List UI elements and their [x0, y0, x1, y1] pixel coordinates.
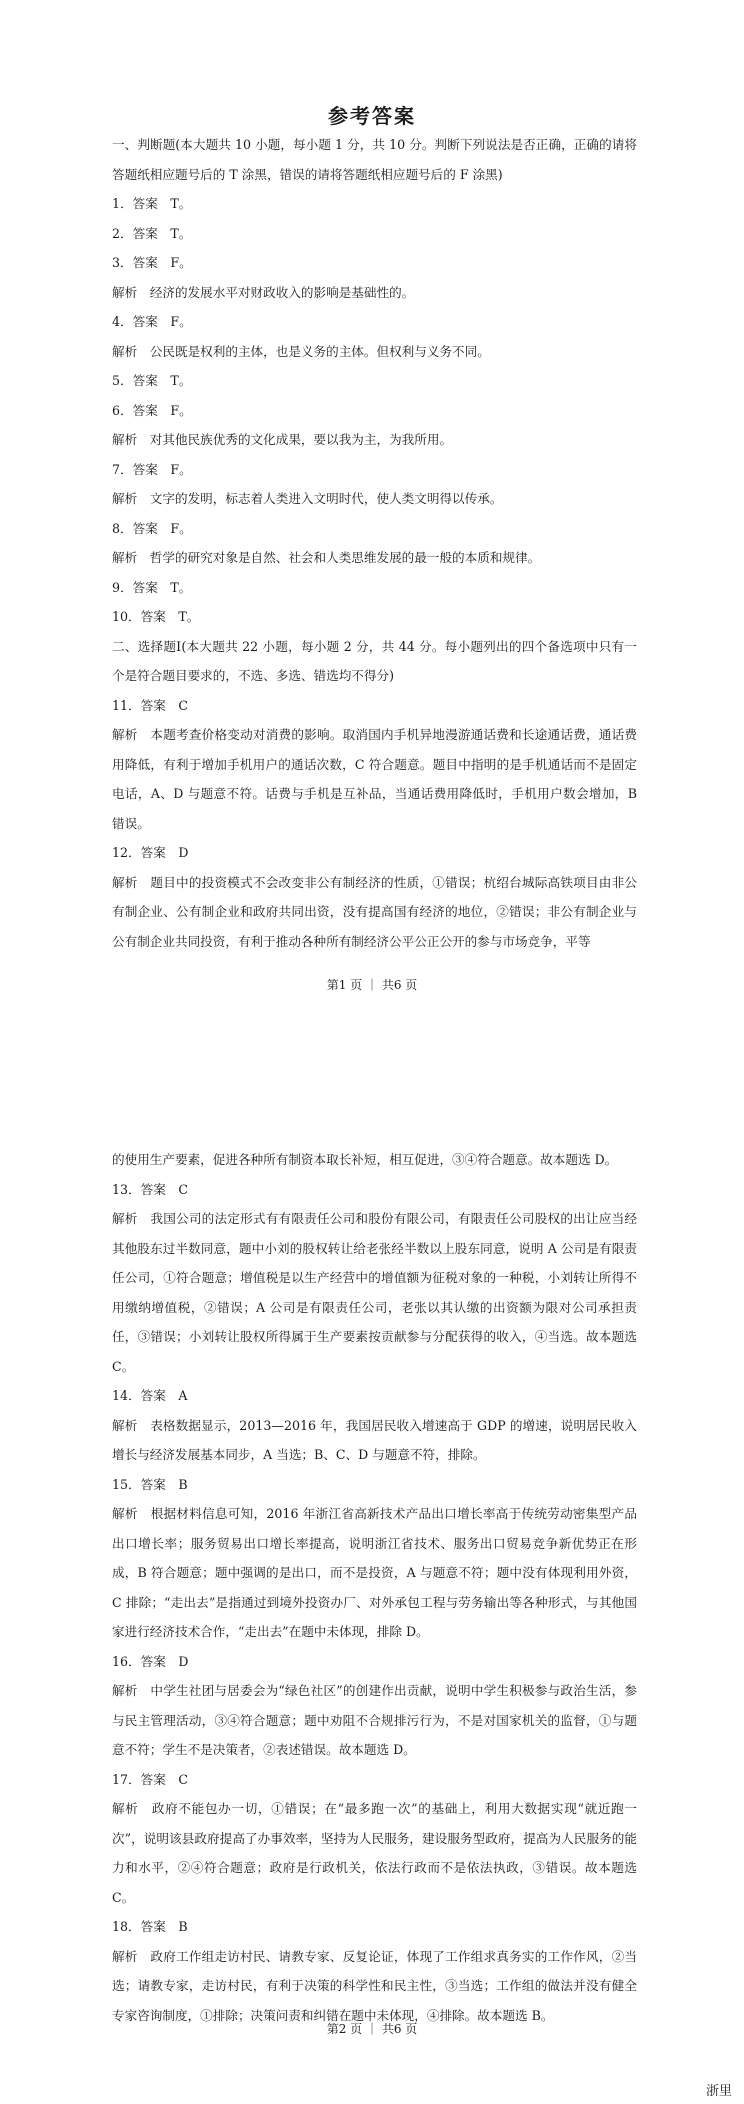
answer-line: 8．答案 F。	[112, 520, 192, 536]
answer-line: 18．答案 B	[112, 1919, 188, 1934]
answer-line: 2．答案 T。	[112, 225, 192, 241]
answer-line: 9．答案 T。	[112, 579, 192, 595]
page-title: 参考答案	[328, 104, 416, 128]
answer-line: 6．答案 F。	[112, 402, 192, 418]
answer-line: 15．答案 B	[112, 1476, 188, 1492]
explanation-line: 解析 我国公司的法定形式有有限责任公司和股份有限公司，有限责任公司股权的出让应当经其他股东过半数同意，题中小刘的股权转让给老张经半数以上股东同意，说明 A 公司是有限责任公司，①符合题意；增值税是以生产经营中的增值额为征税对象的一种税，小刘转让所得不用缴纳增值税，②错误；A 公司是有限责任公司，老张以其认缴的出资额为限对公司承担责任，③错误；小刘转让股权所得属于生产要素按贡献参与分配获得的收入，④当选。故本题选 C。	[112, 1211, 637, 1374]
answer-line: 14．答案 A	[112, 1388, 188, 1403]
answer-line: 5．答案 T。	[112, 373, 192, 388]
explanation-line: 解析 表格数据显示，2013—2016 年，我国居民收入增速高于 GDP 的增速，说明居民收入增长与经济发展基本同步，A 当选；B、C、D 与题意不符，排除。	[112, 1417, 637, 1462]
page-footer: 第1 页 ｜ 共6 页	[326, 978, 418, 992]
section-heading: 一、判断题(本大题共 10 小题，每小题 1 分，共 10 分。判断下列说法是否正确，正确的请将答题纸相应题号后的 T 涂黑，错误的请将答题纸相应题号后的 F 涂黑)	[112, 137, 637, 182]
explanation-line: 解析 中学生社团与居委会为“绿色社区”的创建作出贡献，说明中学生积极参与政治生活，参与民主管理活动，③④符合题意；题中劝阻不合规排污行为，不是对国家机关的监督，①与题意不符；学生不是决策者，②表述错误。故本题选 D。	[112, 1683, 637, 1757]
page-2	[0, 1145, 744, 2085]
explanation-line: 解析 哲学的研究对象是自然、社会和人类思维发展的最一般的本质和规律。	[112, 550, 541, 565]
answer-line: 12．答案 D	[112, 845, 189, 860]
answer-line: 7．答案 F。	[112, 461, 192, 477]
explanation-line: 解析 文字的发明，标志着人类进入文明时代，使人类文明得以传承。	[112, 491, 503, 506]
answer-line: 11．答案 C	[112, 697, 189, 713]
explanation-line: 解析 根据材料信息可知，2016 年浙江省高新技术产品出口增长率高于传统劳动密集型产品出口增长率；服务贸易出口增长率提高，说明浙江省技术、服务出口贸易竞争新优势正在形成，B 符合题意；题中强调的是出口，而不是投资，A 与题意不符；题中没有体现利用外资，C 排除；“走出去”是指通过到境外投资办厂、对外承包工程与劳务输出等各种形式，与其他国家进行经济技术合作，“走出去”在题中未体现，排除 D。	[112, 1506, 637, 1639]
corner-watermark: 浙里	[705, 2084, 732, 2099]
answer-line: 10．答案 T。	[112, 609, 200, 624]
section-heading: 二、选择题Ⅰ(本大题共 22 小题，每小题 2 分，共 44 分。每小题列出的四个备选项中只有一个是符合题目要求的，不选、多选、错选均不得分)	[112, 638, 637, 683]
answer-line: 17．答案 C	[112, 1771, 189, 1787]
answer-line: 3．答案 F。	[112, 255, 192, 270]
answer-line: 1．答案 T。	[112, 196, 192, 211]
page-footer-2: 第2 页 ｜ 共6 页	[326, 2022, 418, 2036]
explanation-line: 解析 经济的发展水平对财政收入的影响是基础性的。	[112, 284, 415, 300]
explanation-line: 解析 本题考查价格变动对消费的影响。取消国内手机异地漫游通话费和长途通话费，通话费用降低，有利于增加手机用户的通话次数，C 符合题意。题目中指明的是手机通话而不是固定电话，A、D 与题意不符。话费与手机是互补品，当通话费用降低时，手机用户数会增加，B 错误。	[112, 727, 637, 831]
explanation-line: 的使用生产要素，促进各种所有制资本取长补短，相互促进，③④符合题意。故本题选 D。	[112, 1152, 618, 1167]
answer-line: 16．答案 D	[112, 1653, 189, 1669]
explanation-line: 解析 公民既是权利的主体，也是义务的主体。但权利与义务不同。	[112, 343, 490, 359]
page-1-content	[112, 130, 637, 956]
explanation-line: 解析 政府工作组走访村民、请教专家、反复论证，体现了工作组求真务实的工作作风，②当选；请教专家，走访村民，有利于决策的科学性和民主性，③当选；工作组的做法并没有健全专家咨询制度，①排除；决策问责和纠错在题中未体现，④排除。故本题选 B。	[112, 1948, 637, 2023]
explanation-line: 解析 题目中的投资模式不会改变非公有制经济的性质，①错误；杭绍台城际高铁项目由非公有制企业、公有制企业和政府共同出资，没有提高国有经济的地位，②错误；非公有制企业与公有制企业共同投资，有利于推动各种所有制经济公平公正公开的参与市场竞争，平等	[112, 874, 637, 949]
page-2-content	[112, 1145, 637, 2030]
answer-line: 4．答案 F。	[112, 314, 192, 329]
page-1	[0, 0, 744, 1010]
explanation-line: 解析 政府不能包办一切，①错误；在“最多跑一次”的基础上，利用大数据实现“就近跑一次”，说明该县政府提高了办事效率，坚持为人民服务，建设服务型政府，提高为人民服务的能力和水平，②④符合题意；政府是行政机关，依法行政而不是依法执政，③错误。故本题选 C。	[112, 1801, 637, 1905]
explanation-line: 解析 对其他民族优秀的文化成果，要以我为主，为我所用。	[112, 432, 453, 447]
answer-line: 13．答案 C	[112, 1181, 189, 1197]
